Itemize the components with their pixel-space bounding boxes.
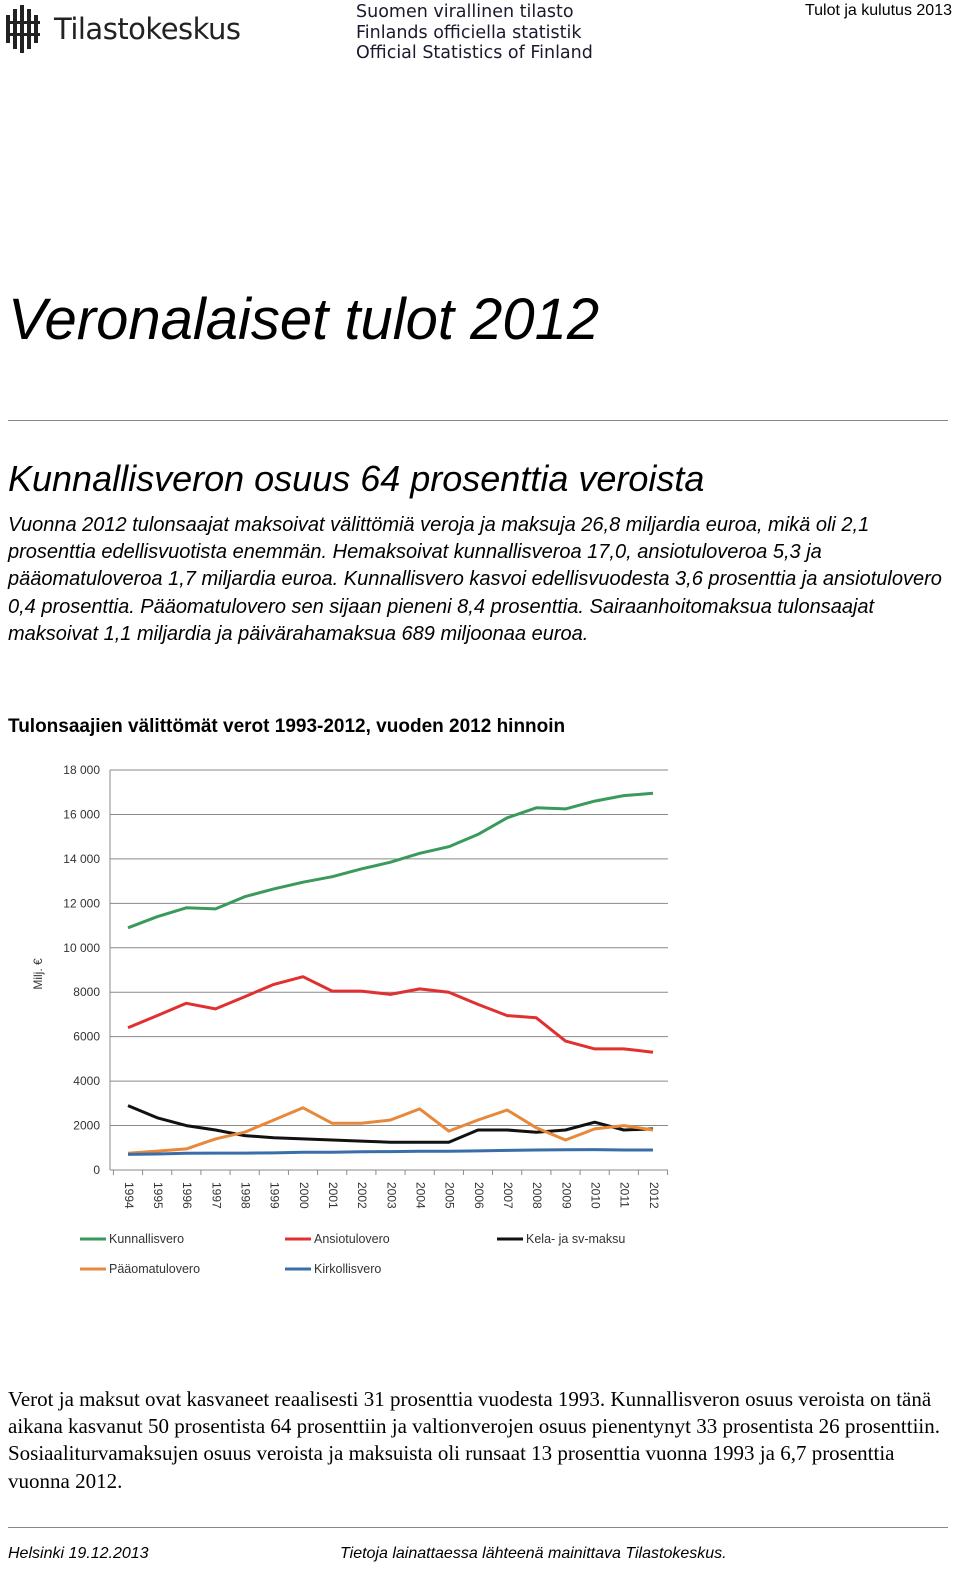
- x-tick-label: 2002: [355, 1182, 370, 1209]
- logo-mark-icon: [6, 5, 46, 53]
- y-tick-label: 0: [93, 1163, 100, 1177]
- y-tick-label: 8000: [73, 985, 100, 1000]
- y-tick-label: 2000: [73, 1118, 100, 1133]
- y-tick-label: 10 000: [63, 940, 100, 955]
- x-tick-label: 1994: [121, 1182, 136, 1209]
- legend-label: Kunnallisvero: [109, 1232, 185, 1246]
- footer-divider: [8, 1527, 948, 1528]
- series-line: [128, 977, 653, 1052]
- x-tick-label: 1996: [180, 1182, 195, 1209]
- x-tick-label: 2010: [588, 1182, 603, 1209]
- x-tick-label: 2007: [500, 1182, 515, 1209]
- y-tick-label: 12 000: [63, 896, 100, 911]
- x-tick-label: 1995: [150, 1182, 165, 1209]
- x-tick-label: 2000: [296, 1182, 311, 1209]
- legend-label: Pääomatulovero: [109, 1262, 201, 1276]
- x-tick-label: 2004: [413, 1182, 428, 1209]
- x-tick-label: 2009: [559, 1182, 574, 1209]
- logo-text: Tilastokeskus: [54, 12, 241, 46]
- official-statistics-label: [356, 2, 593, 64]
- footer-citation: Tietoja lainattaessa lähteenä mainittava Tilastokeskus.: [340, 1545, 727, 1562]
- tilastokeskus-logo: [6, 4, 241, 54]
- x-tick-label: 1999: [267, 1182, 282, 1209]
- series-line: [128, 1108, 653, 1154]
- legend-label: Kirkollisvero: [314, 1262, 382, 1276]
- section-title: Kunnallisveron osuus 64 prosenttia veroista: [8, 458, 705, 499]
- chart-title: Tulonsaajien välittömät verot 1993-2012, vuoden 2012 hinnoin: [8, 716, 566, 737]
- x-tick-label: 2006: [471, 1182, 486, 1209]
- x-tick-label: 1998: [238, 1182, 253, 1209]
- intro-paragraph: Vuonna 2012 tulonsaajat maksoivat välittömiä veroja ja maksuja 26,8 miljardia euroa, mikä oli 2,1 prosenttia edellisvuotista enemmän. Hemaksoivat kunnallisveroa 17,0, ansiotuloveroa 5,3 ja pääomatuloveroa 1,7 miljardia euroa. Kunnallisvero kasvoi edellisvuodesta 3,6 prosenttia ja ansiotulovero 0,4 prosenttia. Pääomatulovero sen sijaan pieneni 8,4 prosenttia. Sairaanhoitomaksua tulonsaajat maksoivat 1,1 miljardia ja päivärahamaksua 689 miljoonaa euroa.: [8, 514, 942, 645]
- x-tick-label: 2005: [442, 1182, 457, 1209]
- x-tick-label: 2012: [646, 1182, 661, 1209]
- x-tick-label: 2001: [325, 1182, 340, 1209]
- y-tick-label: 18 000: [63, 763, 100, 777]
- legend-label: Kela- ja sv-maksu: [526, 1232, 626, 1246]
- official-line-sv: Finlands officiella statistik: [356, 22, 582, 43]
- title-divider: [8, 420, 948, 421]
- official-line-fi: Suomen virallinen tilasto: [356, 2, 574, 22]
- footer-date: Helsinki 19.12.2013: [8, 1545, 149, 1562]
- publication-name: Tulot ja kulutus 2013: [804, 2, 952, 19]
- official-line-en: Official Statistics of Finland: [356, 43, 593, 63]
- x-tick-label: 1997: [209, 1182, 224, 1209]
- y-axis-label: Milj. €: [31, 958, 45, 990]
- x-tick-label: 2011: [617, 1182, 632, 1208]
- y-tick-label: 4000: [73, 1074, 100, 1089]
- tax-line-chart: [0, 752, 700, 1332]
- legend-label: Ansiotulovero: [314, 1232, 390, 1246]
- page-title: Veronalaiset tulot 2012: [8, 287, 600, 352]
- series-line: [128, 793, 653, 928]
- y-tick-label: 14 000: [63, 851, 100, 866]
- x-tick-label: 2003: [384, 1182, 399, 1209]
- series-line: [128, 1150, 653, 1155]
- y-tick-label: 16 000: [63, 807, 100, 822]
- x-tick-label: 2008: [530, 1182, 545, 1209]
- body-paragraph: Verot ja maksut ovat kasvaneet reaalisesti 31 prosenttia vuodesta 1993. Kunnallisveron osuus veroista on tänä aikana kasvanut 50 prosentista 64 prosenttiin ja valtionverojen osuus pienentynyt 33 prosentista 26 prosenttiin. Sosiaaliturvamaksujen osuus veroista ja maksuista oli runsaat 13 prosenttia vuonna 1993 ja 6,7 prosenttia vuonna 2012.: [8, 1387, 940, 1493]
- y-tick-label: 6000: [73, 1029, 100, 1044]
